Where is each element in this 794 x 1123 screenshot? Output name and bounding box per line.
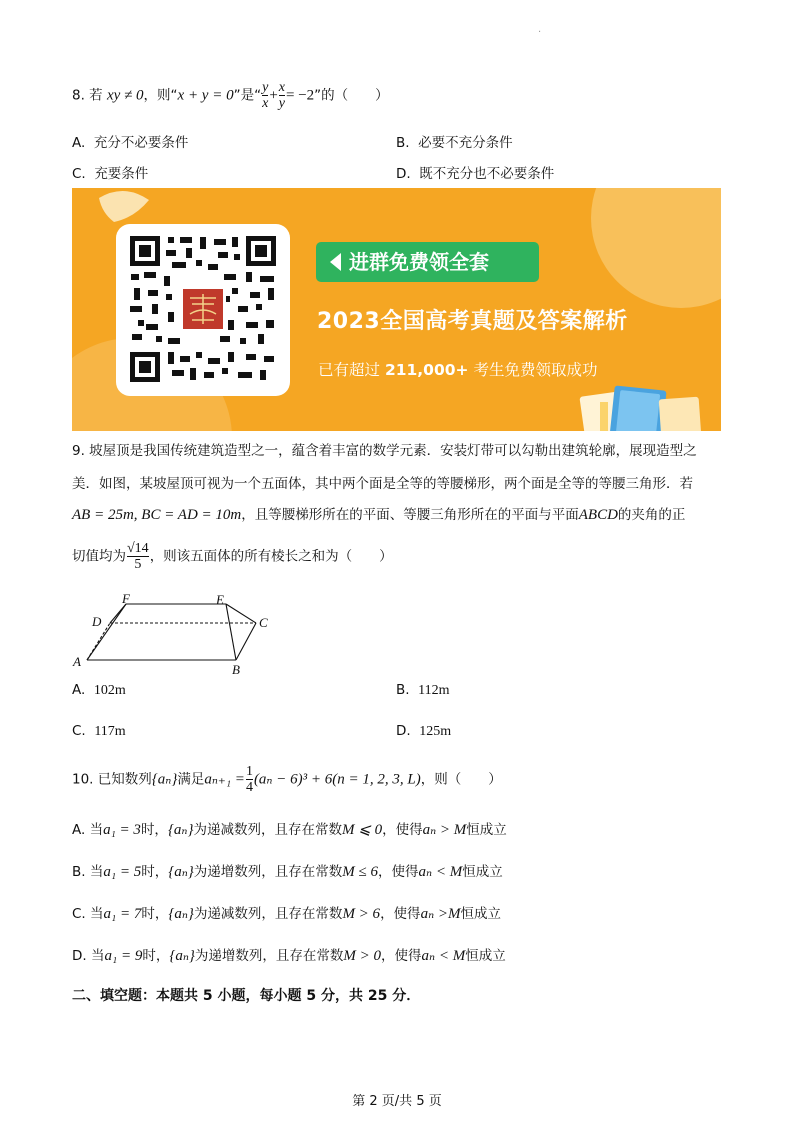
promo-banner[interactable] [72,188,721,431]
q10-option-b[interactable]: B. 当a₁ = 5时，{aₙ}为递增数列，且存在常数M ≤ 6，使得aₙ < M恒成立 [72,864,503,880]
q8-tail: ”的（ ） [314,87,389,104]
q10-option-a[interactable]: A. 当a₁ = 3时，{aₙ}为递减数列，且存在常数M ⩽ 0，使得aₙ > M恒成立 [72,822,507,838]
q9-option-a[interactable]: A. 102m [72,682,126,698]
section-2-heading: 二、填空题：本题共 5 小题，每小题 5 分，共 25 分． [72,988,421,1004]
qr-card[interactable] [116,224,290,396]
q9-line-4: 切值均为 $\frac{√14}{5}$ ，则该五面体的所有棱长之和为（ ） [72,541,393,572]
edge-EC [226,604,256,623]
q8-number: 8. [72,87,90,104]
q9-tan-fraction: $\frac{√14}{5}$ [127,541,149,572]
label-C: C [259,615,268,630]
q8-option-a[interactable]: A. 充分不必要条件 [72,135,189,151]
triangle-left-icon [330,253,341,271]
header-mark: . [538,24,542,35]
label-B: B [232,662,240,676]
edge-EB [226,604,236,660]
q10-fraction: $\frac{1}{4}$ [245,764,253,795]
q8-option-c[interactable]: C. 充要条件 [72,166,149,182]
q9-plane: ABCD [578,507,618,523]
banner-title: 2023全国高考真题及答案解析 [317,309,628,334]
qr-code-icon [128,234,278,384]
q9-given-lengths: AB = 25m, BC = AD = 10m [72,507,242,523]
q10-option-c[interactable]: C. 当a₁ = 7时，{aₙ}为递减数列，且存在常数M > 6，使得aₙ >M恒成立 [72,906,502,922]
q9-option-d[interactable]: D. 125m [396,723,452,739]
q8-frac1: $\frac{y}{x}$ [262,80,269,111]
books-illustration-icon [572,384,721,431]
edge-FD [110,604,126,623]
q9-line-3: AB = 25m, BC = AD = 10m，且等腰梯形所在的平面、等腰三角形所在的平面与平面ABCD的夹角的正 [72,507,686,523]
q9-option-b[interactable]: B. 112m [396,682,450,698]
page-footer: 第 2 页/共 5 页 [352,1094,442,1109]
q10-option-d[interactable]: D. 当a₁ = 9时，{aₙ}为递增数列，且存在常数M > 0，使得aₙ < M恒成立 [72,948,506,964]
label-F: F [122,592,130,606]
join-group-button[interactable]: 进群免费领全套 [316,242,539,282]
q10-lhs: aₙ₊₁ = [204,771,245,788]
q8-plus: + [269,87,278,104]
q9-option-c[interactable]: C. 117m [72,723,126,739]
q10-rhs: (aₙ − 6)³ + 6(n = 1, 2, 3, L) [253,771,421,788]
q8-mid1: ，则“ [143,87,178,104]
q8-option-b[interactable]: B. 必要不充分条件 [396,135,513,151]
paper-curl-icon [94,188,154,228]
q8-rhs: = −2 [286,87,315,104]
q9-line-2: 美．如图，某坡屋顶可视为一个五面体，其中两个面是全等的等腰梯形，两个面是全等的等腰三角形．若 [72,476,693,492]
q8-cond: xy ≠ 0 [106,87,144,104]
question-8 [72,80,389,111]
banner-decor-circle-right [591,188,721,308]
q9-line-1: 9. 坡屋顶是我国传统建筑造型之一，蕴含着丰富的数学元素．安装灯带可以勾勒出建筑轮廓，展现造型之 [72,443,697,459]
q10-sequence: {aₙ} [151,771,178,788]
banner-subtitle: 已有超过 211,000+ 考生免费领取成功 [318,361,598,379]
q8-pre: 若 [89,87,103,104]
q8-option-d[interactable]: D. 既不充分也不必要条件 [396,166,555,182]
q8-frac2: $\frac{x}{y}$ [278,80,285,111]
q8-stmt1: x + y = 0 [177,87,234,104]
q8-mid2: ”是“ [233,87,262,104]
label-D: D [92,614,102,629]
pentahedron-figure [70,592,280,676]
edge-CB [236,623,256,660]
question-10: 10. 已知数列{aₙ}满足aₙ₊₁ = $\frac{1}{4}$ (aₙ − 6)³ + 6(n = 1, 2, 3, L)，则（ ） [72,764,502,795]
label-E: E [216,592,224,607]
label-A: A [73,654,81,669]
